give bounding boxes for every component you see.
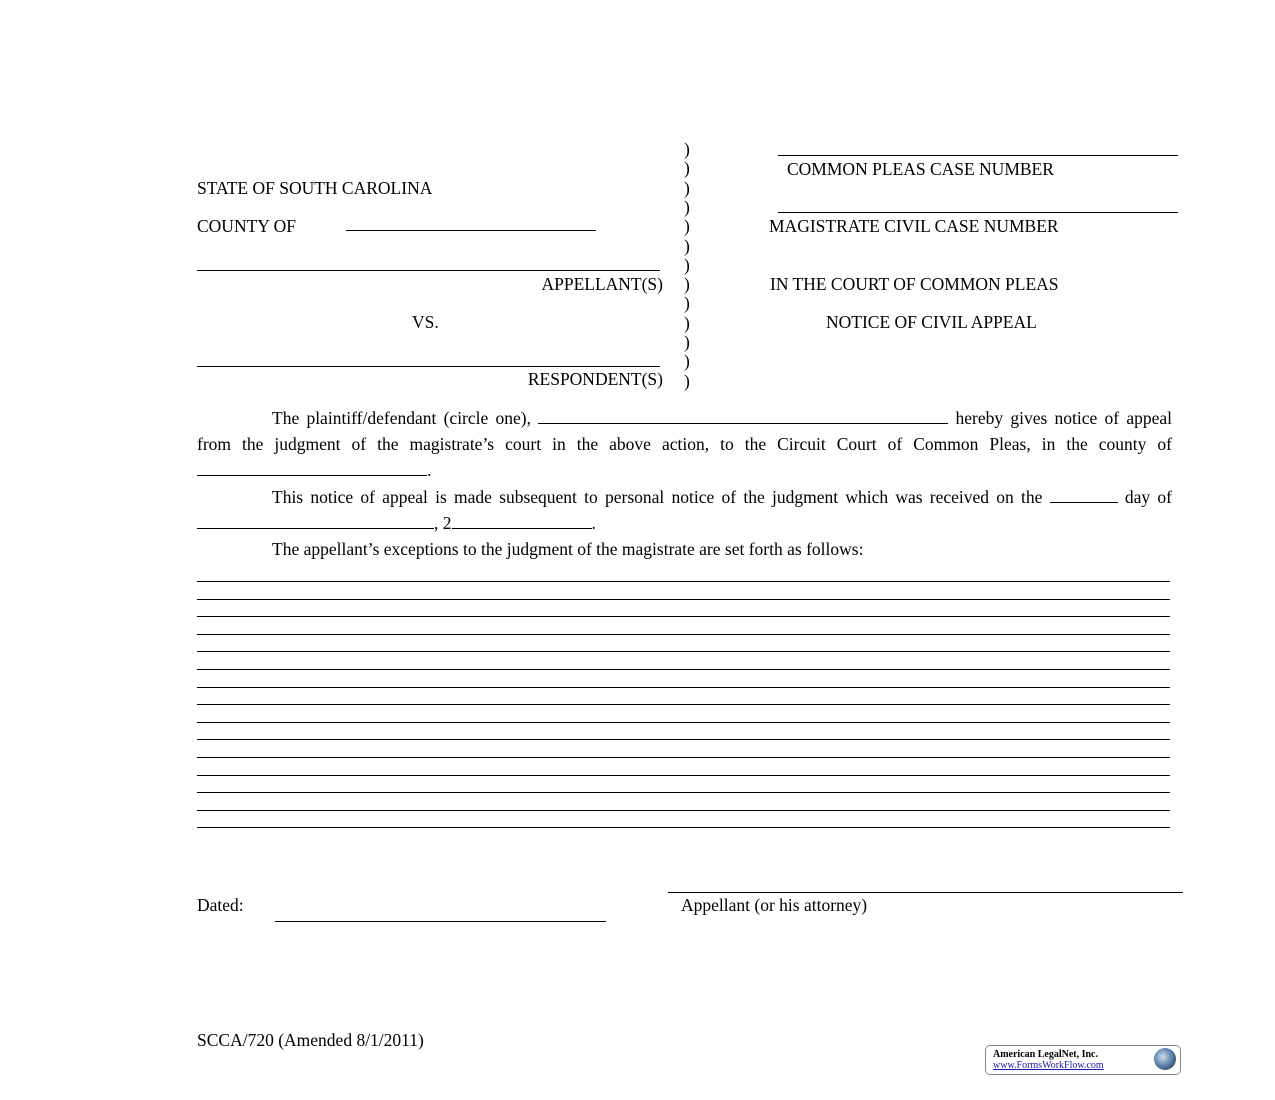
appellant-signature-field[interactable] bbox=[668, 892, 1183, 893]
exception-line[interactable] bbox=[197, 739, 1170, 740]
dated-label: Dated: bbox=[197, 895, 244, 915]
exception-line[interactable] bbox=[197, 722, 1170, 723]
paren: ) bbox=[684, 254, 690, 275]
common-pleas-case-number-field[interactable] bbox=[778, 155, 1178, 156]
county-field[interactable] bbox=[346, 230, 596, 231]
year-field[interactable] bbox=[452, 514, 592, 529]
common-pleas-case-number-label: COMMON PLEAS CASE NUMBER bbox=[787, 159, 1054, 179]
paren: ) bbox=[684, 293, 690, 314]
paren: ) bbox=[684, 158, 690, 179]
notice-body bbox=[197, 405, 1172, 562]
p1-text: hereby gives notice of appeal from the judgment of the magistrate’s court in the above action, to the Circuit Court of Common Pleas, in the county of bbox=[197, 408, 1173, 455]
p1-intro: The plaintiff/defendant (circle one), bbox=[272, 408, 531, 428]
document-title: NOTICE OF CIVIL APPEAL bbox=[826, 312, 1037, 332]
appellant-label: APPELLANT(S) bbox=[541, 274, 663, 294]
magistrate-case-number-field[interactable] bbox=[778, 212, 1178, 213]
party-name-field[interactable] bbox=[538, 409, 948, 424]
exception-line[interactable] bbox=[197, 757, 1170, 758]
paren: ) bbox=[684, 332, 690, 352]
paren: ) bbox=[684, 196, 690, 217]
p2-text: This notice of appeal is made subsequent to personal notice of the judgment which was received on the bbox=[272, 486, 1043, 507]
exception-line[interactable] bbox=[197, 669, 1170, 670]
paren: ) bbox=[684, 139, 690, 159]
paren: ) bbox=[684, 370, 690, 391]
period: . bbox=[591, 512, 596, 533]
exception-line[interactable] bbox=[197, 704, 1170, 705]
magistrate-case-number-label: MAGISTRATE CIVIL CASE NUMBER bbox=[769, 216, 1059, 236]
exception-line[interactable] bbox=[197, 599, 1170, 600]
globe-icon bbox=[1154, 1048, 1176, 1070]
logo-url[interactable]: www.FormsWorkFlow.com bbox=[993, 1060, 1104, 1071]
paren: ) bbox=[684, 216, 690, 237]
paren: ) bbox=[684, 351, 690, 372]
appellant-signature-label: Appellant (or his attorney) bbox=[681, 895, 868, 915]
paren: ) bbox=[684, 312, 690, 333]
exception-line[interactable] bbox=[197, 634, 1170, 635]
paren: ) bbox=[684, 235, 690, 256]
respondent-name-field[interactable] bbox=[197, 366, 660, 367]
paren: ) bbox=[684, 177, 690, 198]
form-number: SCCA/720 (Amended 8/1/2011) bbox=[197, 1030, 424, 1050]
day-field[interactable] bbox=[1050, 488, 1118, 503]
exception-line[interactable] bbox=[197, 792, 1170, 793]
exception-line[interactable] bbox=[197, 775, 1170, 776]
exception-line[interactable] bbox=[197, 687, 1170, 688]
date-field[interactable] bbox=[275, 921, 606, 922]
month-field[interactable] bbox=[197, 514, 434, 529]
county-label: COUNTY OF bbox=[197, 216, 297, 236]
period: . bbox=[427, 460, 432, 481]
day-of-label: day of bbox=[1124, 486, 1172, 507]
exception-line[interactable] bbox=[197, 810, 1170, 811]
year-prefix: , 2 bbox=[434, 512, 452, 533]
p3-text: The appellant’s exceptions to the judgment of the magistrate are set forth as follows: bbox=[272, 539, 864, 560]
logo-company: American LegalNet, Inc. bbox=[993, 1049, 1098, 1060]
vs-label: VS. bbox=[412, 312, 439, 332]
appellant-name-field[interactable] bbox=[197, 270, 660, 271]
state-label: STATE OF SOUTH CAROLINA bbox=[197, 178, 433, 198]
respondent-label: RESPONDENT(S) bbox=[527, 369, 663, 389]
exception-line[interactable] bbox=[197, 616, 1170, 617]
american-legalnet-logo[interactable] bbox=[985, 1045, 1181, 1075]
court-heading: IN THE COURT OF COMMON PLEAS bbox=[770, 274, 1059, 294]
paren: ) bbox=[684, 274, 690, 295]
exception-line[interactable] bbox=[197, 651, 1170, 652]
exception-line[interactable] bbox=[197, 581, 1170, 582]
appeal-county-field[interactable] bbox=[197, 461, 427, 476]
exception-line[interactable] bbox=[197, 827, 1170, 828]
